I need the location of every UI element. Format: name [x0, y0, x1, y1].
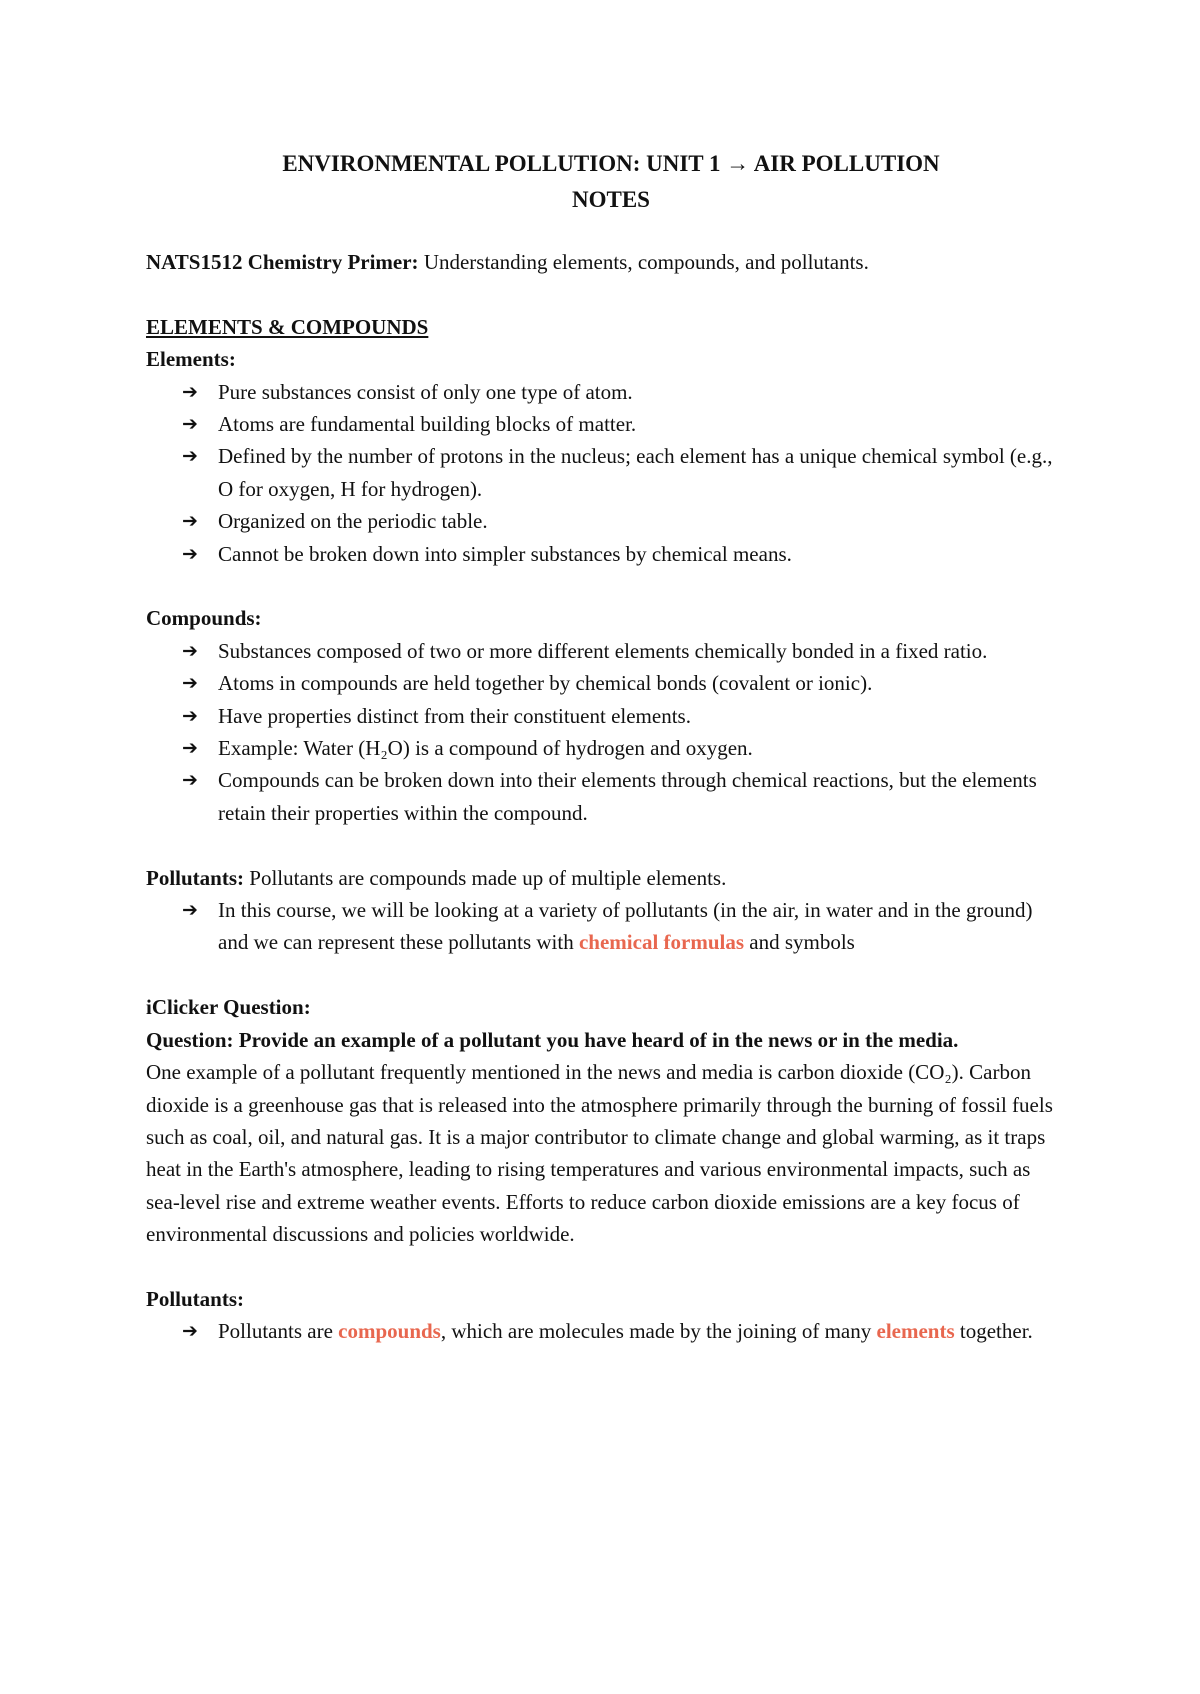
- iclicker-answer: One example of a pollutant frequently mentioned in the news and media is carbon dioxide (CO₂). Carbon dioxide is a greenhouse gas that is released into the atmosphere primarily through the burning of fossil fuels such as coal, oil, and natural gas. It is a major contributor to climate change and global warming, as it traps heat in the Earth's atmosphere, leading to rising temperatures and various environmental impacts, such as sea-level rise and extreme weather events. Efforts to reduce carbon dioxide emissions are a key focus of environmental discussions and policies worldwide.: [146, 1060, 1053, 1247]
- iclicker-question: Question: Provide an example of a pollutant you have heard of in the news or in the media.: [146, 1027, 959, 1052]
- arrow-bullet-icon: ➔: [182, 769, 198, 792]
- primer-text: Understanding elements, compounds, and pollutants.: [418, 250, 869, 274]
- highlight-compounds: compounds: [338, 1319, 441, 1344]
- list-item: ➔ Have properties distinct from their constituent elements.: [146, 700, 1066, 732]
- compounds-heading: Compounds:: [146, 606, 262, 631]
- arrow-bullet-icon: ➔: [182, 899, 198, 922]
- elements-list: [146, 376, 1066, 570]
- list-item: ➔ Cannot be broken down into simpler substances by chemical means.: [146, 538, 1066, 570]
- pollutants-text: Pollutants are compounds made up of multiple elements.: [244, 865, 727, 890]
- page-title: [146, 146, 1066, 218]
- arrow-bullet-icon: ➔: [182, 413, 198, 436]
- pollutants-label: Pollutants:: [146, 865, 245, 890]
- compounds-list: [146, 635, 1066, 829]
- highlight-elements: elements: [876, 1319, 955, 1344]
- list-item: ➔ Atoms are fundamental building blocks of matter.: [146, 408, 1066, 440]
- section-heading: ELEMENTS & COMPOUNDS: [146, 314, 429, 339]
- title-line-2: NOTES: [572, 187, 650, 212]
- pollutants-list-2: [146, 1315, 1066, 1347]
- pollutants-paragraph: [146, 862, 1066, 894]
- arrow-bullet-icon: ➔: [182, 737, 198, 760]
- list-item: ➔ Pollutants are compounds, which are molecules made by the joining of many elements together.: [146, 1315, 1066, 1347]
- arrow-bullet-icon: ➔: [182, 704, 198, 727]
- arrow-bullet-icon: ➔: [182, 1320, 198, 1343]
- pollutants-heading-2: Pollutants:: [146, 1286, 245, 1311]
- list-item: ➔ Defined by the number of protons in the nucleus; each element has a unique chemical symbol (e.g., O for oxygen, H for hydrogen).: [146, 440, 1066, 505]
- list-item: ➔ Compounds can be broken down into their elements through chemical reactions, but the elements retain their properties within the compound.: [146, 764, 1066, 829]
- arrow-bullet-icon: ➔: [182, 380, 198, 403]
- arrow-bullet-icon: ➔: [182, 510, 198, 533]
- elements-heading: Elements:: [146, 347, 236, 372]
- highlight-chemical-formulas: chemical formulas: [578, 930, 745, 955]
- arrow-bullet-icon: ➔: [182, 542, 198, 565]
- list-item: ➔ Organized on the periodic table.: [146, 505, 1066, 537]
- list-item: ➔ Example: Water (H₂O) is a compound of hydrogen and oxygen.: [146, 732, 1066, 764]
- list-item: ➔ In this course, we will be looking at a variety of pollutants (in the air, in water and in the ground) and we can represent these pollutants with chemical formulas and symbols: [146, 894, 1066, 959]
- iclicker-heading: iClicker Question:: [146, 995, 311, 1020]
- title-line-1: ENVIRONMENTAL POLLUTION: UNIT 1 → AIR POLLUTION: [282, 151, 940, 176]
- arrow-bullet-icon: ➔: [182, 672, 198, 695]
- list-item: ➔ Atoms in compounds are held together by chemical bonds (covalent or ionic).: [146, 667, 1066, 699]
- pollutants-list: [146, 894, 1066, 959]
- list-item: ➔ Pure substances consist of only one type of atom.: [146, 376, 1066, 408]
- arrow-bullet-icon: ➔: [182, 445, 198, 468]
- arrow-bullet-icon: ➔: [182, 639, 198, 662]
- primer-paragraph: [146, 246, 1066, 278]
- primer-label: NATS1512 Chemistry Primer:: [146, 250, 419, 274]
- list-item: ➔ Substances composed of two or more different elements chemically bonded in a fixed ratio.: [146, 635, 1066, 667]
- document-content: [146, 146, 1066, 1348]
